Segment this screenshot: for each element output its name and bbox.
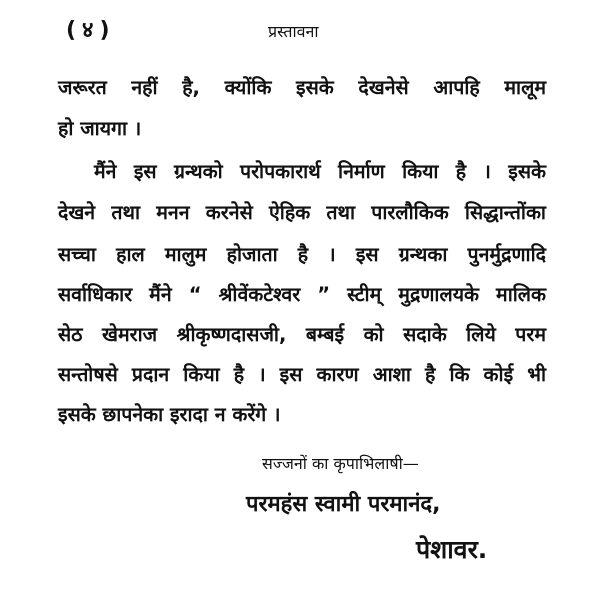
text-line: देखने तथा मनन करनेसे ऐहिक तथा पारलौकिक सिद्धान्तोंका: [58, 201, 546, 224]
signer-name: परमहंस स्वामी परमानंद,: [246, 492, 441, 517]
page-number: (४): [66, 18, 116, 43]
text-line: इसके छापनेका इरादा न करेंगे ।: [58, 403, 281, 426]
text-line: सर्वाधिकार मैंने “ श्रीवेंकटेश्वर ” स्टीम् मुद्रणालयके मालिक: [58, 283, 546, 306]
text-line: जरूरत नहीं है, क्योंकि इसके देखनेसे आपहि मालूम: [58, 76, 546, 99]
text-line: सन्तोषसे प्रदान किया है । इस कारण आशा है कि कोई भी: [58, 363, 546, 386]
text-line: मैंने इस ग्रन्थको परोपकारार्थ निर्माण किया है । इसके: [94, 160, 546, 183]
text-line: सेठ खेमराज श्रीकृष्णदासजी, बम्बई को सदाके लिये परम: [58, 323, 546, 346]
text-line: हो जायगा ।: [58, 117, 142, 140]
closing-signoff: सज्जनों का कृपाभिलाषी—: [262, 454, 419, 473]
text-line: सच्चा हाल मालुम होजाता है । इस ग्रन्थका पुनर्मुद्रणादि: [58, 243, 546, 266]
running-head: प्रस्तावना: [268, 22, 319, 41]
place-name: पेशावर.: [416, 535, 488, 564]
